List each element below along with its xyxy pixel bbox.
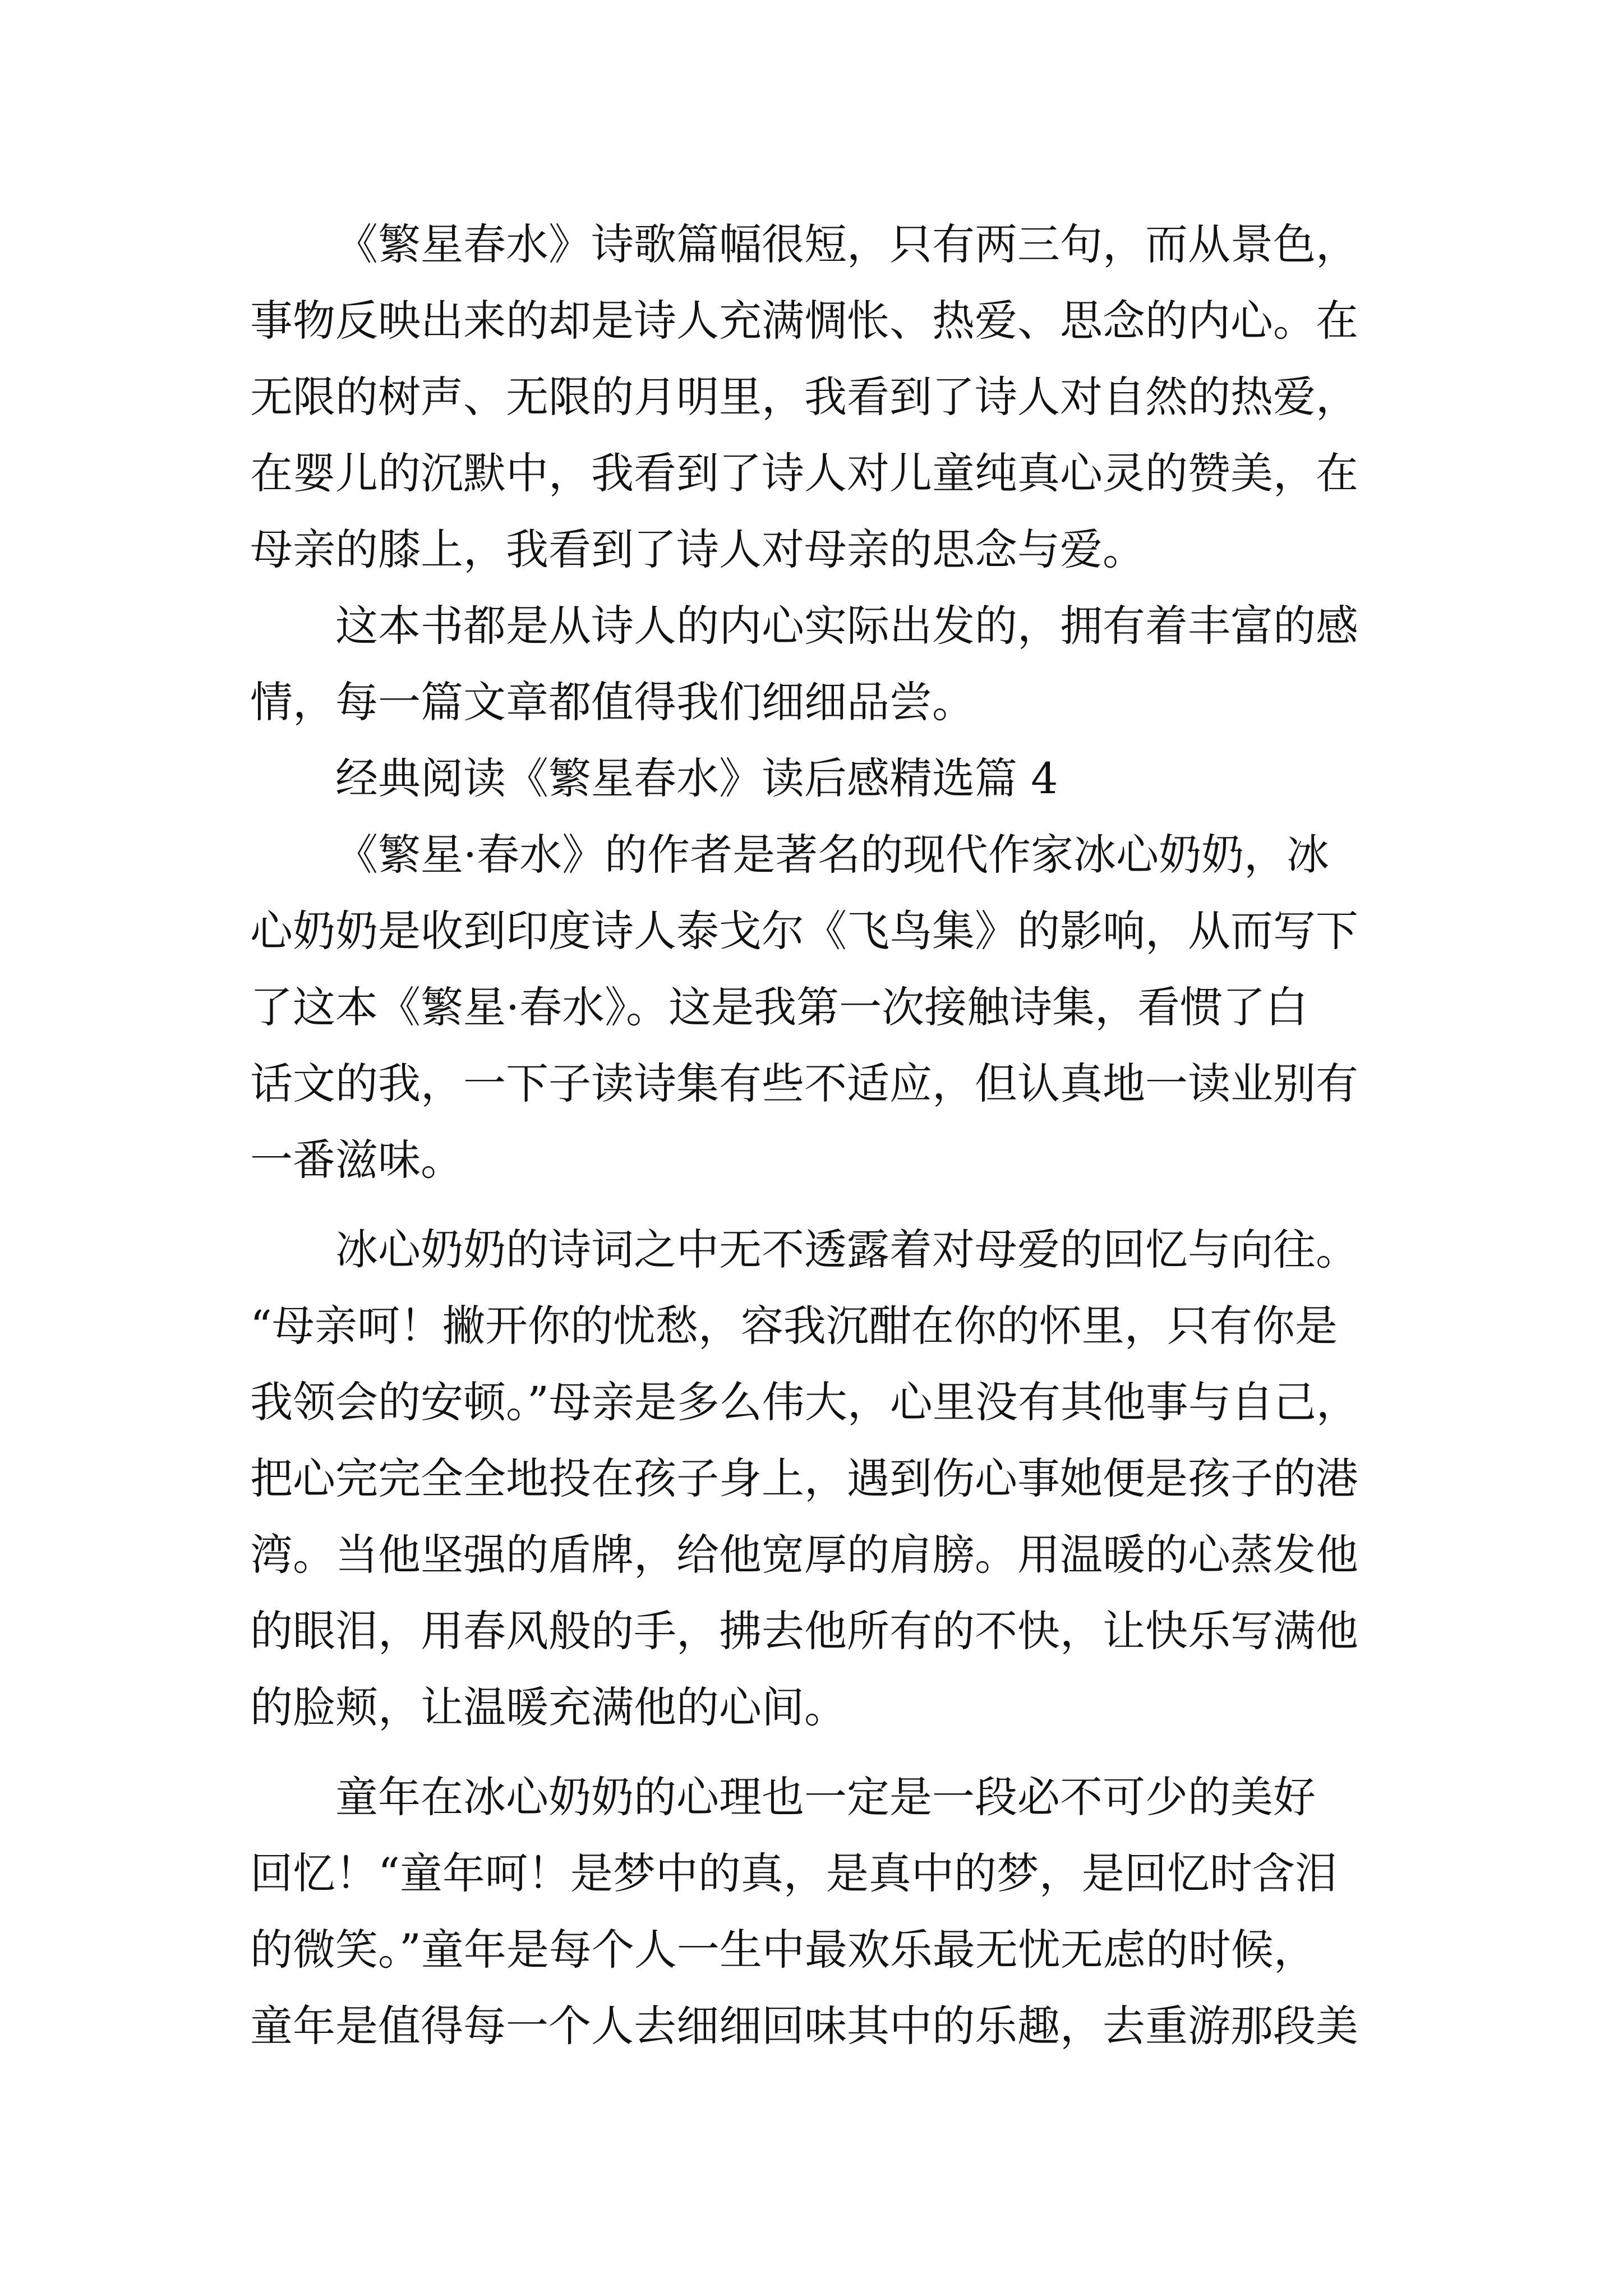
paragraph-line: 无限的树声、无限的月明里，我看到了诗人对自然的热爱， — [250, 372, 1358, 422]
paragraph-line: 在婴儿的沉默中，我看到了诗人对儿童纯真心灵的赞美，在 — [250, 448, 1358, 498]
paragraph-line: 心奶奶是收到印度诗人泰戈尔《飞鸟集》的影响，从而写下 — [250, 906, 1358, 956]
paragraph-line: 《繁星·春水》的作者是著名的现代作家冰心奶奶，冰 — [335, 830, 1330, 880]
paragraph-line: “母亲呵！撇开你的忧愁，容我沉酣在你的怀里，只有你是 — [250, 1301, 1338, 1351]
paragraph-line: 《繁星春水》诗歌篇幅很短，只有两三句，而从景色， — [335, 219, 1358, 269]
paragraph-line: 一番滋味。 — [250, 1135, 463, 1185]
paragraph-line: 回忆！“童年呵！是梦中的真，是真中的梦，是回忆时含泪 — [250, 1848, 1338, 1898]
paragraph-line: 童年是值得每一个人去细细回味其中的乐趣，去重游那段美 — [250, 2001, 1358, 2051]
paragraph-line: 母亲的膝上，我看到了诗人对母亲的思念与爱。 — [250, 524, 1145, 574]
paragraph-line: 把心完完全全地投在孩子身上，遇到伤心事她便是孩子的港 — [250, 1453, 1358, 1503]
paragraph-line: 童年在冰心奶奶的心理也一定是一段必不可少的美好 — [335, 1772, 1316, 1822]
paragraph-line: 冰心奶奶的诗词之中无不透露着对母爱的回忆与向往。 — [335, 1225, 1358, 1274]
paragraph-line: 这本书都是从诗人的内心实际出发的，拥有着丰富的感 — [335, 601, 1358, 651]
paragraph-line: 情，每一篇文章都值得我们细细品尝。 — [250, 677, 975, 727]
paragraph-line: 我领会的安顿。”母亲是多么伟大，心里没有其他事与自己， — [250, 1377, 1359, 1427]
paragraph-line: 的眼泪，用春风般的手，拂去他所有的不快，让快乐写满他 — [250, 1606, 1358, 1656]
paragraph-line: 湾。当他坚强的盾牌，给他宽厚的肩膀。用温暖的心蒸发他 — [250, 1530, 1358, 1580]
paragraph-line: 的脸颊，让温暖充满他的心间。 — [250, 1682, 847, 1732]
paragraph-line: 了这本《繁星·春水》。这是我第一次接触诗集，看惯了白 — [250, 982, 1308, 1032]
document-body — [250, 206, 1394, 2064]
paragraph-line: 的微笑。”童年是每个人一生中最欢乐最无忧无虑的时候， — [250, 1925, 1316, 1975]
section-heading: 经典阅读《繁星春水》读后感精选篇 4 — [335, 753, 1058, 803]
paragraph-line: 事物反映出来的却是诗人充满惆怅、热爱、思念的内心。在 — [250, 296, 1358, 346]
paragraph-line: 话文的我，一下子读诗集有些不适应，但认真地一读业别有 — [250, 1059, 1358, 1108]
